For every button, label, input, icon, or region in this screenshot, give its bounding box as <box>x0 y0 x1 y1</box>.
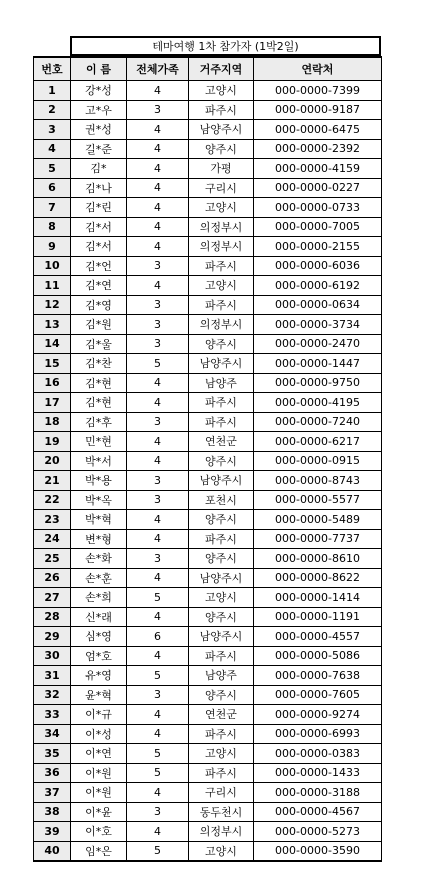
header-contact: 연락처 <box>254 57 382 81</box>
cell-region: 파주시 <box>189 763 254 783</box>
cell-name: 이*원 <box>71 763 127 783</box>
cell-contact: 000-0000-6993 <box>254 724 382 744</box>
table-row <box>34 549 382 569</box>
cell-region: 구리시 <box>189 178 254 198</box>
cell-region: 양주시 <box>189 510 254 530</box>
table-row <box>34 783 382 803</box>
cell-region: 의정부시 <box>189 237 254 257</box>
cell-name: 손*훈 <box>71 568 127 588</box>
cell-name: 이*규 <box>71 705 127 725</box>
cell-contact: 000-0000-0227 <box>254 178 382 198</box>
cell-region: 고양시 <box>189 81 254 101</box>
cell-contact: 000-0000-5086 <box>254 646 382 666</box>
cell-family-count: 4 <box>127 393 189 413</box>
cell-region: 고양시 <box>189 588 254 608</box>
table-row <box>34 412 382 432</box>
cell-name: 김*울 <box>71 334 127 354</box>
cell-name: 박*혁 <box>71 510 127 530</box>
cell-number: 21 <box>34 471 71 491</box>
cell-region: 연천군 <box>189 705 254 725</box>
cell-number: 31 <box>34 666 71 686</box>
cell-number: 4 <box>34 139 71 159</box>
table-row <box>34 315 382 335</box>
table-row <box>34 198 382 218</box>
cell-region: 파주시 <box>189 295 254 315</box>
cell-number: 23 <box>34 510 71 530</box>
cell-family-count: 4 <box>127 217 189 237</box>
cell-contact: 000-0000-9274 <box>254 705 382 725</box>
cell-family-count: 4 <box>127 237 189 257</box>
cell-name: 김*서 <box>71 217 127 237</box>
cell-contact: 000-0000-0915 <box>254 451 382 471</box>
cell-name: 이*윤 <box>71 802 127 822</box>
table-row <box>34 334 382 354</box>
cell-family-count: 3 <box>127 549 189 569</box>
cell-name: 이*호 <box>71 822 127 842</box>
table-row <box>34 100 382 120</box>
cell-number: 37 <box>34 783 71 803</box>
cell-family-count: 3 <box>127 295 189 315</box>
cell-contact: 000-0000-7605 <box>254 685 382 705</box>
header-number: 번호 <box>34 57 71 81</box>
cell-name: 고*우 <box>71 100 127 120</box>
table-row <box>34 217 382 237</box>
cell-region: 파주시 <box>189 724 254 744</box>
cell-region: 양주시 <box>189 451 254 471</box>
cell-contact: 000-0000-5489 <box>254 510 382 530</box>
cell-contact: 000-0000-6036 <box>254 256 382 276</box>
cell-region: 고양시 <box>189 744 254 764</box>
cell-name: 손*화 <box>71 549 127 569</box>
table-row <box>34 510 382 530</box>
cell-region: 고양시 <box>189 276 254 296</box>
table-row <box>34 256 382 276</box>
cell-family-count: 4 <box>127 607 189 627</box>
cell-region: 연천군 <box>189 432 254 452</box>
cell-family-count: 4 <box>127 568 189 588</box>
table-row <box>34 822 382 842</box>
cell-region: 파주시 <box>189 256 254 276</box>
cell-family-count: 3 <box>127 334 189 354</box>
table-row <box>34 295 382 315</box>
cell-number: 8 <box>34 217 71 237</box>
cell-region: 파주시 <box>189 646 254 666</box>
cell-region: 동두천시 <box>189 802 254 822</box>
cell-region: 양주시 <box>189 607 254 627</box>
cell-number: 16 <box>34 373 71 393</box>
cell-number: 36 <box>34 763 71 783</box>
cell-name: 심*영 <box>71 627 127 647</box>
cell-region: 남양주시 <box>189 471 254 491</box>
cell-number: 14 <box>34 334 71 354</box>
cell-region: 남양주시 <box>189 120 254 140</box>
table-row <box>34 568 382 588</box>
cell-number: 33 <box>34 705 71 725</box>
cell-name: 김*서 <box>71 237 127 257</box>
cell-contact: 000-0000-2155 <box>254 237 382 257</box>
header-row <box>34 57 382 81</box>
cell-family-count: 4 <box>127 510 189 530</box>
header-family-count: 전체가족 <box>127 57 189 81</box>
cell-number: 6 <box>34 178 71 198</box>
table-row <box>34 490 382 510</box>
cell-contact: 000-0000-5577 <box>254 490 382 510</box>
table-row <box>34 237 382 257</box>
cell-number: 5 <box>34 159 71 179</box>
cell-number: 11 <box>34 276 71 296</box>
cell-family-count: 5 <box>127 763 189 783</box>
cell-contact: 000-0000-1433 <box>254 763 382 783</box>
cell-region: 양주시 <box>189 549 254 569</box>
header-name: 이 름 <box>71 57 127 81</box>
cell-family-count: 3 <box>127 490 189 510</box>
table-row <box>34 81 382 101</box>
cell-contact: 000-0000-4557 <box>254 627 382 647</box>
cell-name: 손*희 <box>71 588 127 608</box>
cell-region: 양주시 <box>189 334 254 354</box>
cell-family-count: 4 <box>127 159 189 179</box>
cell-region: 남양주 <box>189 666 254 686</box>
cell-number: 15 <box>34 354 71 374</box>
cell-family-count: 4 <box>127 783 189 803</box>
cell-number: 25 <box>34 549 71 569</box>
cell-name: 김*영 <box>71 295 127 315</box>
cell-contact: 000-0000-4567 <box>254 802 382 822</box>
table-row <box>34 724 382 744</box>
cell-family-count: 4 <box>127 646 189 666</box>
cell-name: 김*현 <box>71 393 127 413</box>
header-region: 거주지역 <box>189 57 254 81</box>
cell-name: 김*원 <box>71 315 127 335</box>
cell-number: 32 <box>34 685 71 705</box>
table-row <box>34 646 382 666</box>
table-row <box>34 393 382 413</box>
cell-name: 김*찬 <box>71 354 127 374</box>
cell-contact: 000-0000-3590 <box>254 841 382 861</box>
cell-contact: 000-0000-4159 <box>254 159 382 179</box>
cell-region: 의정부시 <box>189 822 254 842</box>
table-row <box>34 354 382 374</box>
table-row <box>34 373 382 393</box>
cell-region: 고양시 <box>189 198 254 218</box>
cell-family-count: 4 <box>127 724 189 744</box>
table-row <box>34 666 382 686</box>
table-row <box>34 744 382 764</box>
cell-family-count: 3 <box>127 685 189 705</box>
table-row <box>34 685 382 705</box>
cell-contact: 000-0000-7638 <box>254 666 382 686</box>
cell-region: 파주시 <box>189 412 254 432</box>
cell-contact: 000-0000-7737 <box>254 529 382 549</box>
table-row <box>34 763 382 783</box>
cell-number: 10 <box>34 256 71 276</box>
cell-contact: 000-0000-3188 <box>254 783 382 803</box>
cell-number: 17 <box>34 393 71 413</box>
cell-family-count: 4 <box>127 139 189 159</box>
cell-number: 26 <box>34 568 71 588</box>
cell-family-count: 3 <box>127 471 189 491</box>
cell-region: 양주시 <box>189 139 254 159</box>
cell-name: 김*현 <box>71 373 127 393</box>
cell-contact: 000-0000-4195 <box>254 393 382 413</box>
table-row <box>34 802 382 822</box>
cell-name: 강*성 <box>71 81 127 101</box>
cell-number: 7 <box>34 198 71 218</box>
table-row <box>34 451 382 471</box>
cell-family-count: 4 <box>127 198 189 218</box>
cell-contact: 000-0000-8622 <box>254 568 382 588</box>
cell-region: 남양주시 <box>189 568 254 588</box>
cell-name: 박*옥 <box>71 490 127 510</box>
table-row <box>34 705 382 725</box>
cell-family-count: 4 <box>127 276 189 296</box>
cell-contact: 000-0000-1191 <box>254 607 382 627</box>
cell-number: 13 <box>34 315 71 335</box>
cell-name: 유*영 <box>71 666 127 686</box>
cell-family-count: 3 <box>127 100 189 120</box>
cell-region: 의정부시 <box>189 315 254 335</box>
cell-region: 남양주시 <box>189 627 254 647</box>
cell-contact: 000-0000-9750 <box>254 373 382 393</box>
cell-contact: 000-0000-0383 <box>254 744 382 764</box>
cell-family-count: 4 <box>127 81 189 101</box>
cell-family-count: 4 <box>127 822 189 842</box>
cell-region: 고양시 <box>189 841 254 861</box>
cell-name: 민*현 <box>71 432 127 452</box>
cell-family-count: 4 <box>127 705 189 725</box>
cell-name: 김*나 <box>71 178 127 198</box>
cell-name: 이*원 <box>71 783 127 803</box>
cell-contact: 000-0000-3734 <box>254 315 382 335</box>
participant-sheet <box>33 36 381 862</box>
table-row <box>34 120 382 140</box>
cell-family-count: 4 <box>127 120 189 140</box>
cell-region: 양주시 <box>189 685 254 705</box>
cell-name: 박*용 <box>71 471 127 491</box>
cell-name: 김*언 <box>71 256 127 276</box>
table-row <box>34 627 382 647</box>
cell-name: 윤*혁 <box>71 685 127 705</box>
sheet-title: 테마여행 1차 참가자 (1박2일) <box>70 36 381 56</box>
table-row <box>34 471 382 491</box>
cell-contact: 000-0000-2392 <box>254 139 382 159</box>
cell-region: 남양주시 <box>189 354 254 374</box>
cell-family-count: 4 <box>127 178 189 198</box>
cell-number: 38 <box>34 802 71 822</box>
cell-family-count: 5 <box>127 588 189 608</box>
cell-name: 김*연 <box>71 276 127 296</box>
cell-region: 포천시 <box>189 490 254 510</box>
cell-number: 34 <box>34 724 71 744</box>
cell-number: 27 <box>34 588 71 608</box>
table-row <box>34 607 382 627</box>
cell-number: 28 <box>34 607 71 627</box>
cell-name: 길*준 <box>71 139 127 159</box>
cell-family-count: 3 <box>127 802 189 822</box>
cell-contact: 000-0000-7399 <box>254 81 382 101</box>
cell-number: 35 <box>34 744 71 764</box>
cell-name: 김*린 <box>71 198 127 218</box>
cell-number: 19 <box>34 432 71 452</box>
cell-contact: 000-0000-5273 <box>254 822 382 842</box>
cell-contact: 000-0000-8743 <box>254 471 382 491</box>
cell-number: 22 <box>34 490 71 510</box>
cell-family-count: 4 <box>127 373 189 393</box>
cell-number: 30 <box>34 646 71 666</box>
cell-number: 9 <box>34 237 71 257</box>
table-row <box>34 432 382 452</box>
cell-region: 남양주 <box>189 373 254 393</box>
cell-contact: 000-0000-9187 <box>254 100 382 120</box>
cell-family-count: 5 <box>127 354 189 374</box>
cell-family-count: 5 <box>127 841 189 861</box>
table-row <box>34 159 382 179</box>
participant-table <box>33 56 382 862</box>
cell-contact: 000-0000-6217 <box>254 432 382 452</box>
cell-contact: 000-0000-7240 <box>254 412 382 432</box>
table-row <box>34 529 382 549</box>
cell-name: 이*성 <box>71 724 127 744</box>
cell-contact: 000-0000-0733 <box>254 198 382 218</box>
table-row <box>34 588 382 608</box>
cell-name: 박*서 <box>71 451 127 471</box>
cell-region: 구리시 <box>189 783 254 803</box>
cell-number: 20 <box>34 451 71 471</box>
cell-family-count: 4 <box>127 529 189 549</box>
cell-family-count: 4 <box>127 432 189 452</box>
cell-region: 파주시 <box>189 529 254 549</box>
cell-name: 엄*호 <box>71 646 127 666</box>
table-row <box>34 178 382 198</box>
table-row <box>34 139 382 159</box>
cell-region: 파주시 <box>189 393 254 413</box>
cell-family-count: 3 <box>127 412 189 432</box>
cell-family-count: 6 <box>127 627 189 647</box>
cell-number: 18 <box>34 412 71 432</box>
cell-region: 가평 <box>189 159 254 179</box>
table-row <box>34 276 382 296</box>
cell-region: 파주시 <box>189 100 254 120</box>
cell-number: 24 <box>34 529 71 549</box>
cell-number: 2 <box>34 100 71 120</box>
cell-number: 29 <box>34 627 71 647</box>
cell-number: 3 <box>34 120 71 140</box>
cell-contact: 000-0000-1447 <box>254 354 382 374</box>
cell-contact: 000-0000-8610 <box>254 549 382 569</box>
cell-contact: 000-0000-6475 <box>254 120 382 140</box>
cell-name: 김* <box>71 159 127 179</box>
cell-family-count: 5 <box>127 666 189 686</box>
cell-number: 40 <box>34 841 71 861</box>
cell-contact: 000-0000-6192 <box>254 276 382 296</box>
cell-name: 임*은 <box>71 841 127 861</box>
cell-family-count: 3 <box>127 315 189 335</box>
cell-number: 12 <box>34 295 71 315</box>
cell-region: 의정부시 <box>189 217 254 237</box>
cell-family-count: 5 <box>127 744 189 764</box>
cell-name: 신*래 <box>71 607 127 627</box>
cell-contact: 000-0000-0634 <box>254 295 382 315</box>
table-body <box>34 81 382 862</box>
table-row <box>34 841 382 861</box>
cell-contact: 000-0000-1414 <box>254 588 382 608</box>
cell-name: 권*성 <box>71 120 127 140</box>
cell-name: 변*형 <box>71 529 127 549</box>
cell-number: 1 <box>34 81 71 101</box>
cell-name: 김*후 <box>71 412 127 432</box>
cell-family-count: 4 <box>127 451 189 471</box>
cell-family-count: 3 <box>127 256 189 276</box>
cell-contact: 000-0000-2470 <box>254 334 382 354</box>
cell-name: 이*연 <box>71 744 127 764</box>
cell-contact: 000-0000-7005 <box>254 217 382 237</box>
cell-number: 39 <box>34 822 71 842</box>
